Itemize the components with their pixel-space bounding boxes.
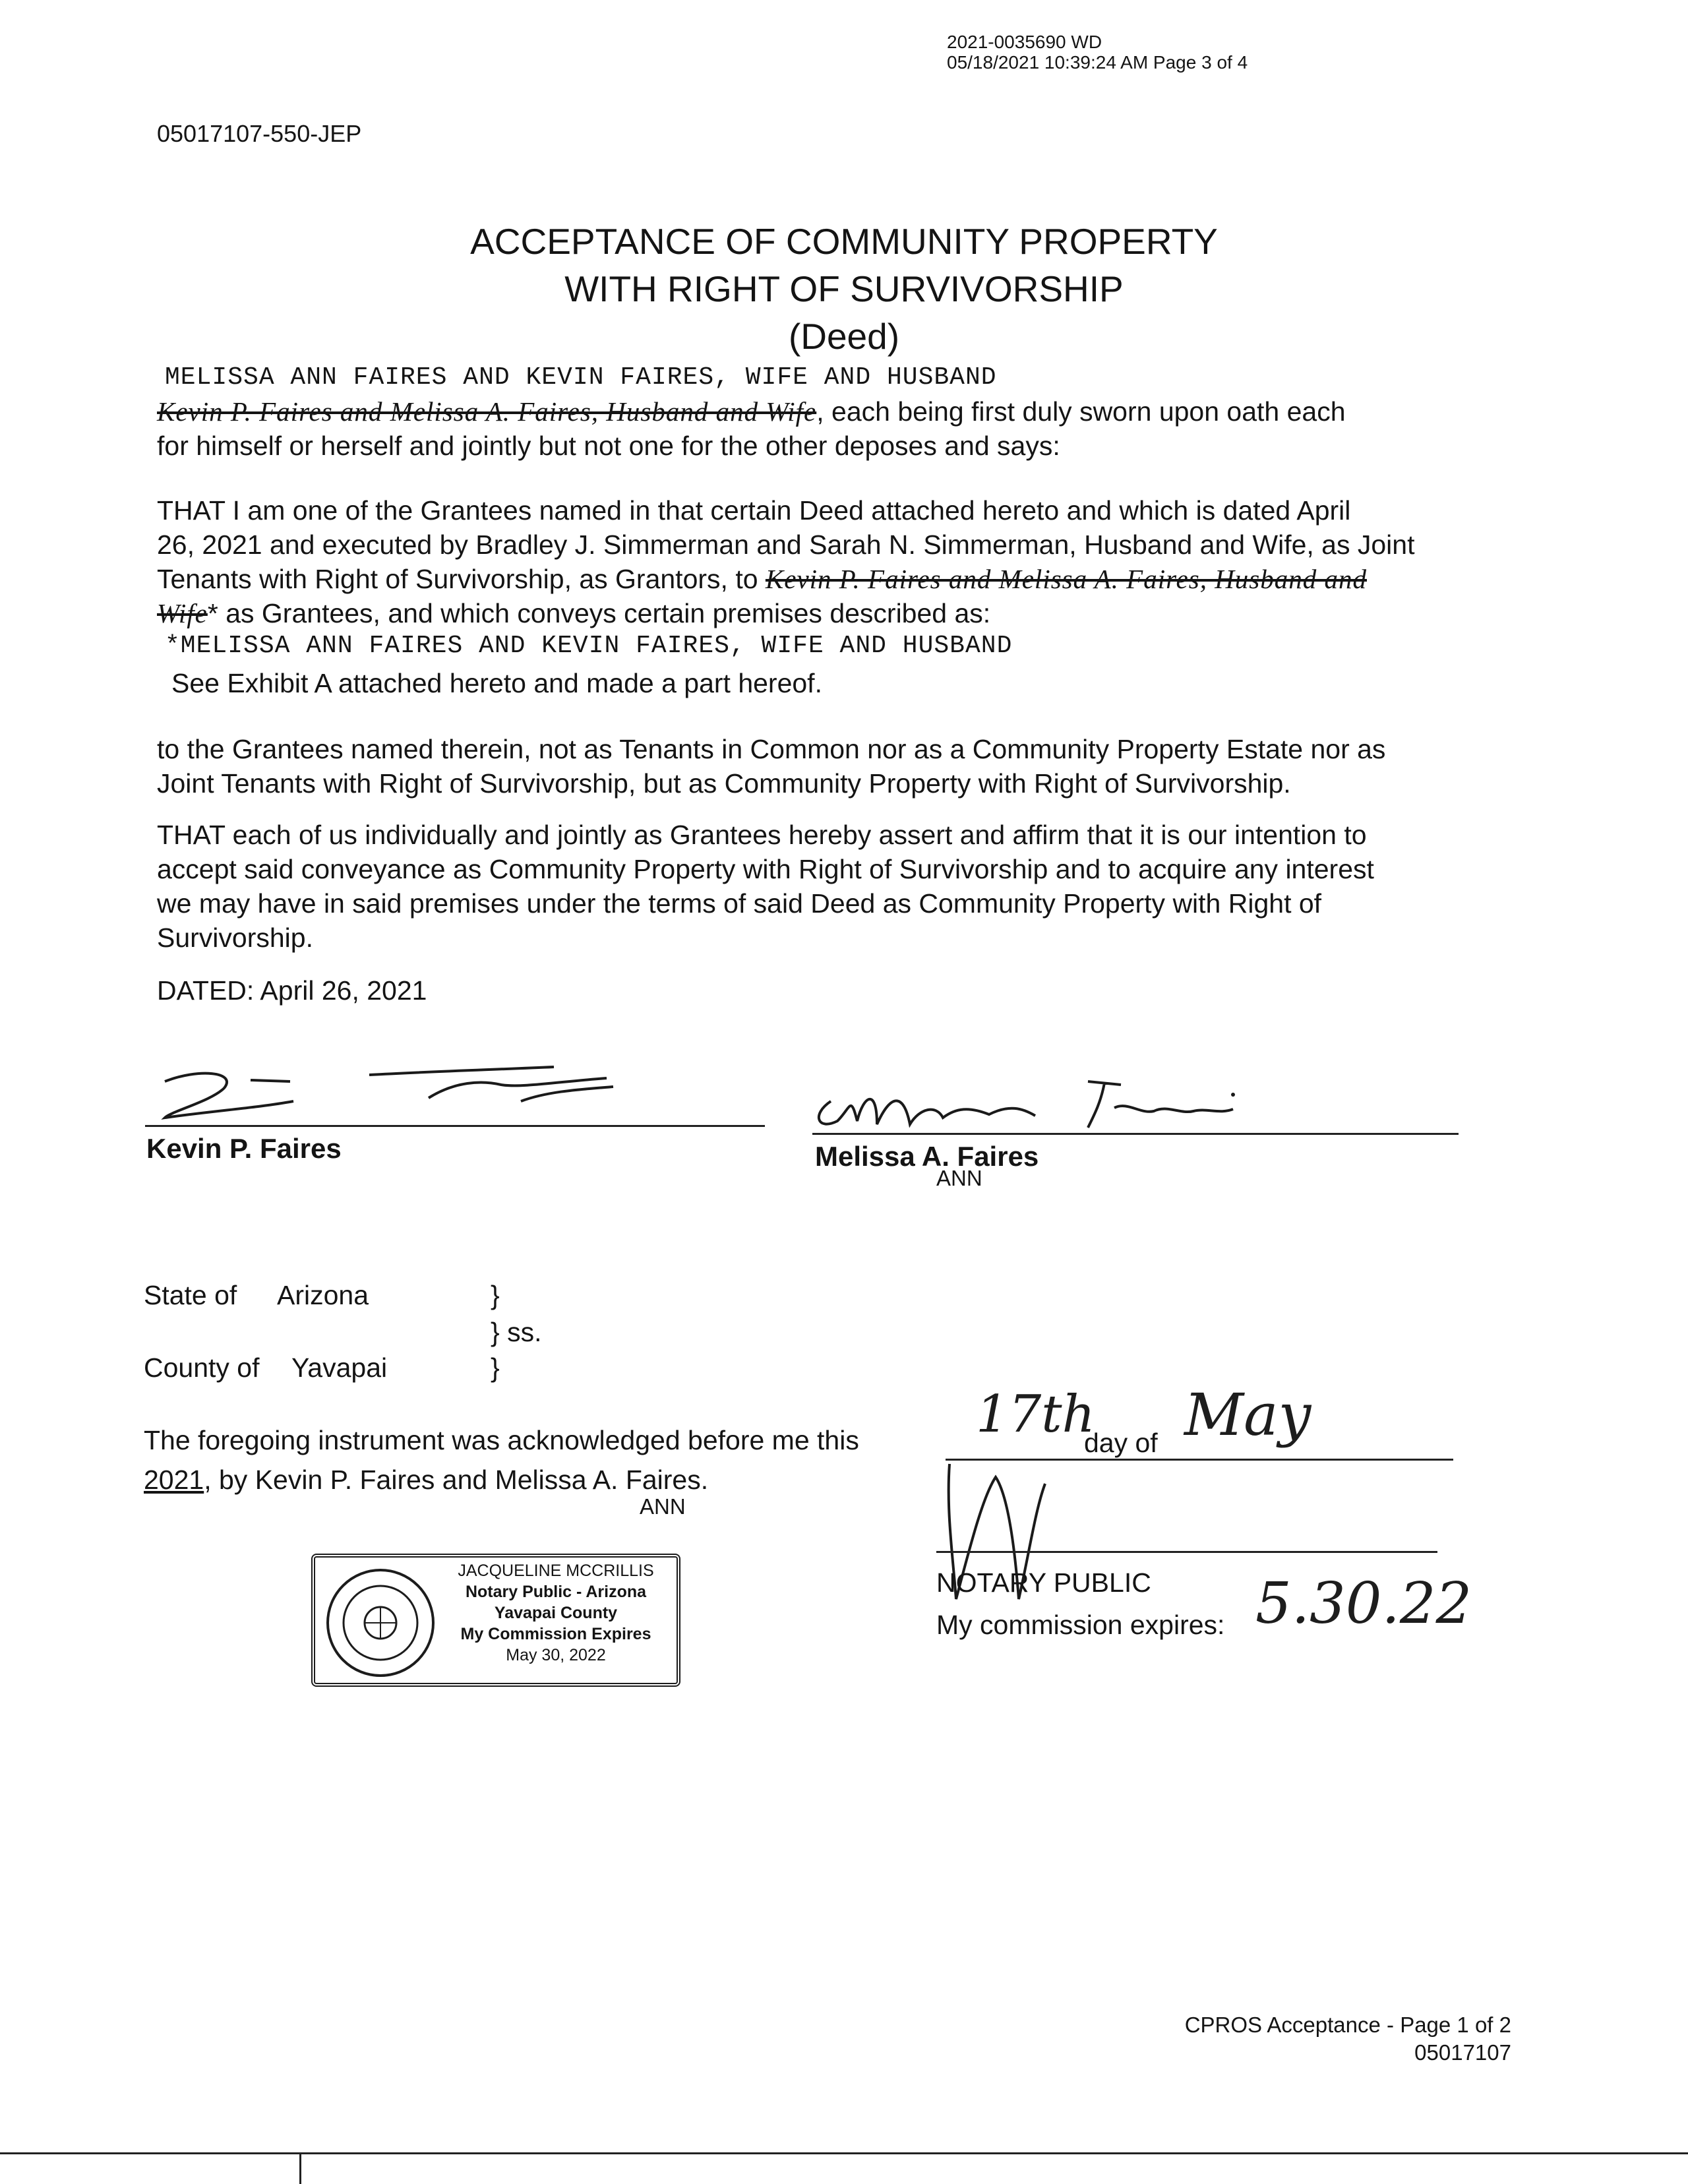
struck-wife: Wife (157, 598, 208, 628)
brace-3: } (491, 1352, 500, 1383)
para1-line-3 (157, 562, 1542, 596)
para3-line-1: THAT each of us individually and jointly as Grantees hereby assert and affirm that it is our intention to (157, 820, 1367, 850)
kevin-signature (152, 1055, 626, 1128)
signer-2-name: Melissa A. Faires (815, 1141, 1039, 1172)
para1-line-3-prefix: Tenants with Right of Survivorship, as Grantors, to (157, 564, 766, 594)
title-line-1: ACCEPTANCE OF COMMUNITY PROPERTY (470, 221, 1218, 262)
page-footer (989, 2011, 1511, 2067)
signer-1-name: Kevin P. Faires (146, 1133, 342, 1164)
para3-line-2: accept said conveyance as Community Property with Right of Survivorship and to acquire any interest (157, 854, 1374, 884)
state-value: Arizona (277, 1280, 369, 1310)
para1-line-1: THAT I am one of the Grantees named in that certain Deed attached hereto and which is dated April (157, 495, 1351, 526)
exhibit-reference: See Exhibit A attached hereto and made a part hereof. (171, 668, 822, 698)
typed-insert: *MELISSA ANN FAIRES AND KEVIN FAIRES, WIFE AND HUSBAND (165, 632, 1013, 660)
intro-line-2: for himself or herself and jointly but not one for the other deposes and says: (157, 431, 1060, 461)
intro-line-1 (157, 394, 1542, 429)
para2-line-1: to the Grantees named therein, not as Tenants in Common nor as a Community Property Estate nor as (157, 734, 1386, 764)
county-value: Yavapai (291, 1352, 388, 1383)
title-line-2: WITH RIGHT OF SURVIVORSHIP (564, 268, 1124, 309)
scan-bottom-rule (0, 2152, 1688, 2154)
ack-line-2 (144, 1463, 708, 1497)
para3-line-4: Survivorship. (157, 923, 313, 953)
notary-public-title: NOTARY PUBLIC (936, 1567, 1151, 1598)
intro-line-1-rest: , each being first duly sworn upon oath each (816, 396, 1346, 427)
ack-year: 2021 (144, 1465, 204, 1495)
commission-expires-handwritten: 5.30.22 (1255, 1571, 1472, 1637)
footer-form-number: 05017107 (1414, 2040, 1511, 2065)
brace-2: } ss. (491, 1317, 542, 1347)
title-line-3: (Deed) (788, 316, 900, 357)
signature-line-1 (145, 1125, 765, 1127)
ack-line-1: The foregoing instrument was acknowledged before me this (144, 1425, 859, 1455)
dated-line: DATED: April 26, 2021 (157, 975, 427, 1006)
footer-form-name: CPROS Acceptance - Page 1 of 2 (1184, 2013, 1511, 2037)
ack-day-handwritten: 17th (976, 1385, 1095, 1444)
para1-line-2: 26, 2021 and executed by Bradley J. Simmerman and Sarah N. Simmerman, Husband and Wife, as Joint (157, 530, 1415, 560)
recording-number: 2021-0035690 WD (947, 32, 1102, 52)
para2-line-2: Joint Tenants with Right of Survivorship, but as Community Property with Right of Survivorship. (157, 768, 1291, 799)
recording-timestamp: 05/18/2021 10:39:24 AM Page 3 of 4 (947, 52, 1248, 73)
stamp-commission-date: May 30, 2022 (506, 1646, 606, 1664)
stamp-county: Yavapai County (494, 1604, 618, 1622)
notary-seal-emblem (324, 1567, 437, 1679)
struck-grantee-names: Kevin P. Faires and Melissa A. Faires, Husband and Wife (157, 396, 817, 427)
typed-grantee-names: MELISSA ANN FAIRES AND KEVIN FAIRES, WIFE AND HUSBAND (165, 363, 997, 392)
notary-signature-line (936, 1551, 1437, 1553)
commission-expires-label: My commission expires: (936, 1610, 1225, 1640)
ack-line-2-rest: , by Kevin P. Faires and Melissa A. Faires. (204, 1465, 709, 1495)
ack-day-of: day of (1084, 1428, 1158, 1458)
file-reference: 05017107-550-JEP (157, 120, 362, 147)
melissa-signature (811, 1068, 1273, 1141)
signature-line-2 (812, 1133, 1459, 1135)
notary-stamp (311, 1554, 680, 1687)
signer-2-insert: ANN (936, 1166, 982, 1190)
para1-line-4 (157, 596, 990, 630)
brace-1: } (491, 1280, 500, 1310)
struck-grantee-names-2: Kevin P. Faires and Melissa A. Faires, Husband and (765, 564, 1368, 594)
stamp-notary-name: JACQUELINE MCCRILLIS (458, 1562, 654, 1580)
para3-line-3: we may have in said premises under the terms of said Deed as Community Property with Right of (157, 888, 1322, 919)
state-label: State of (144, 1280, 237, 1310)
stamp-commission-label: My Commission Expires (460, 1625, 651, 1643)
ack-month-handwritten: May (1184, 1381, 1311, 1449)
county-label: County of (144, 1352, 260, 1383)
scan-mark (299, 2154, 301, 2184)
stamp-notary-title: Notary Public - Arizona (465, 1583, 647, 1601)
para1-line-4-rest: * as Grantees, and which conveys certain premises described as: (207, 598, 991, 628)
ack-insert: ANN (640, 1494, 686, 1519)
recording-info (947, 32, 1248, 73)
